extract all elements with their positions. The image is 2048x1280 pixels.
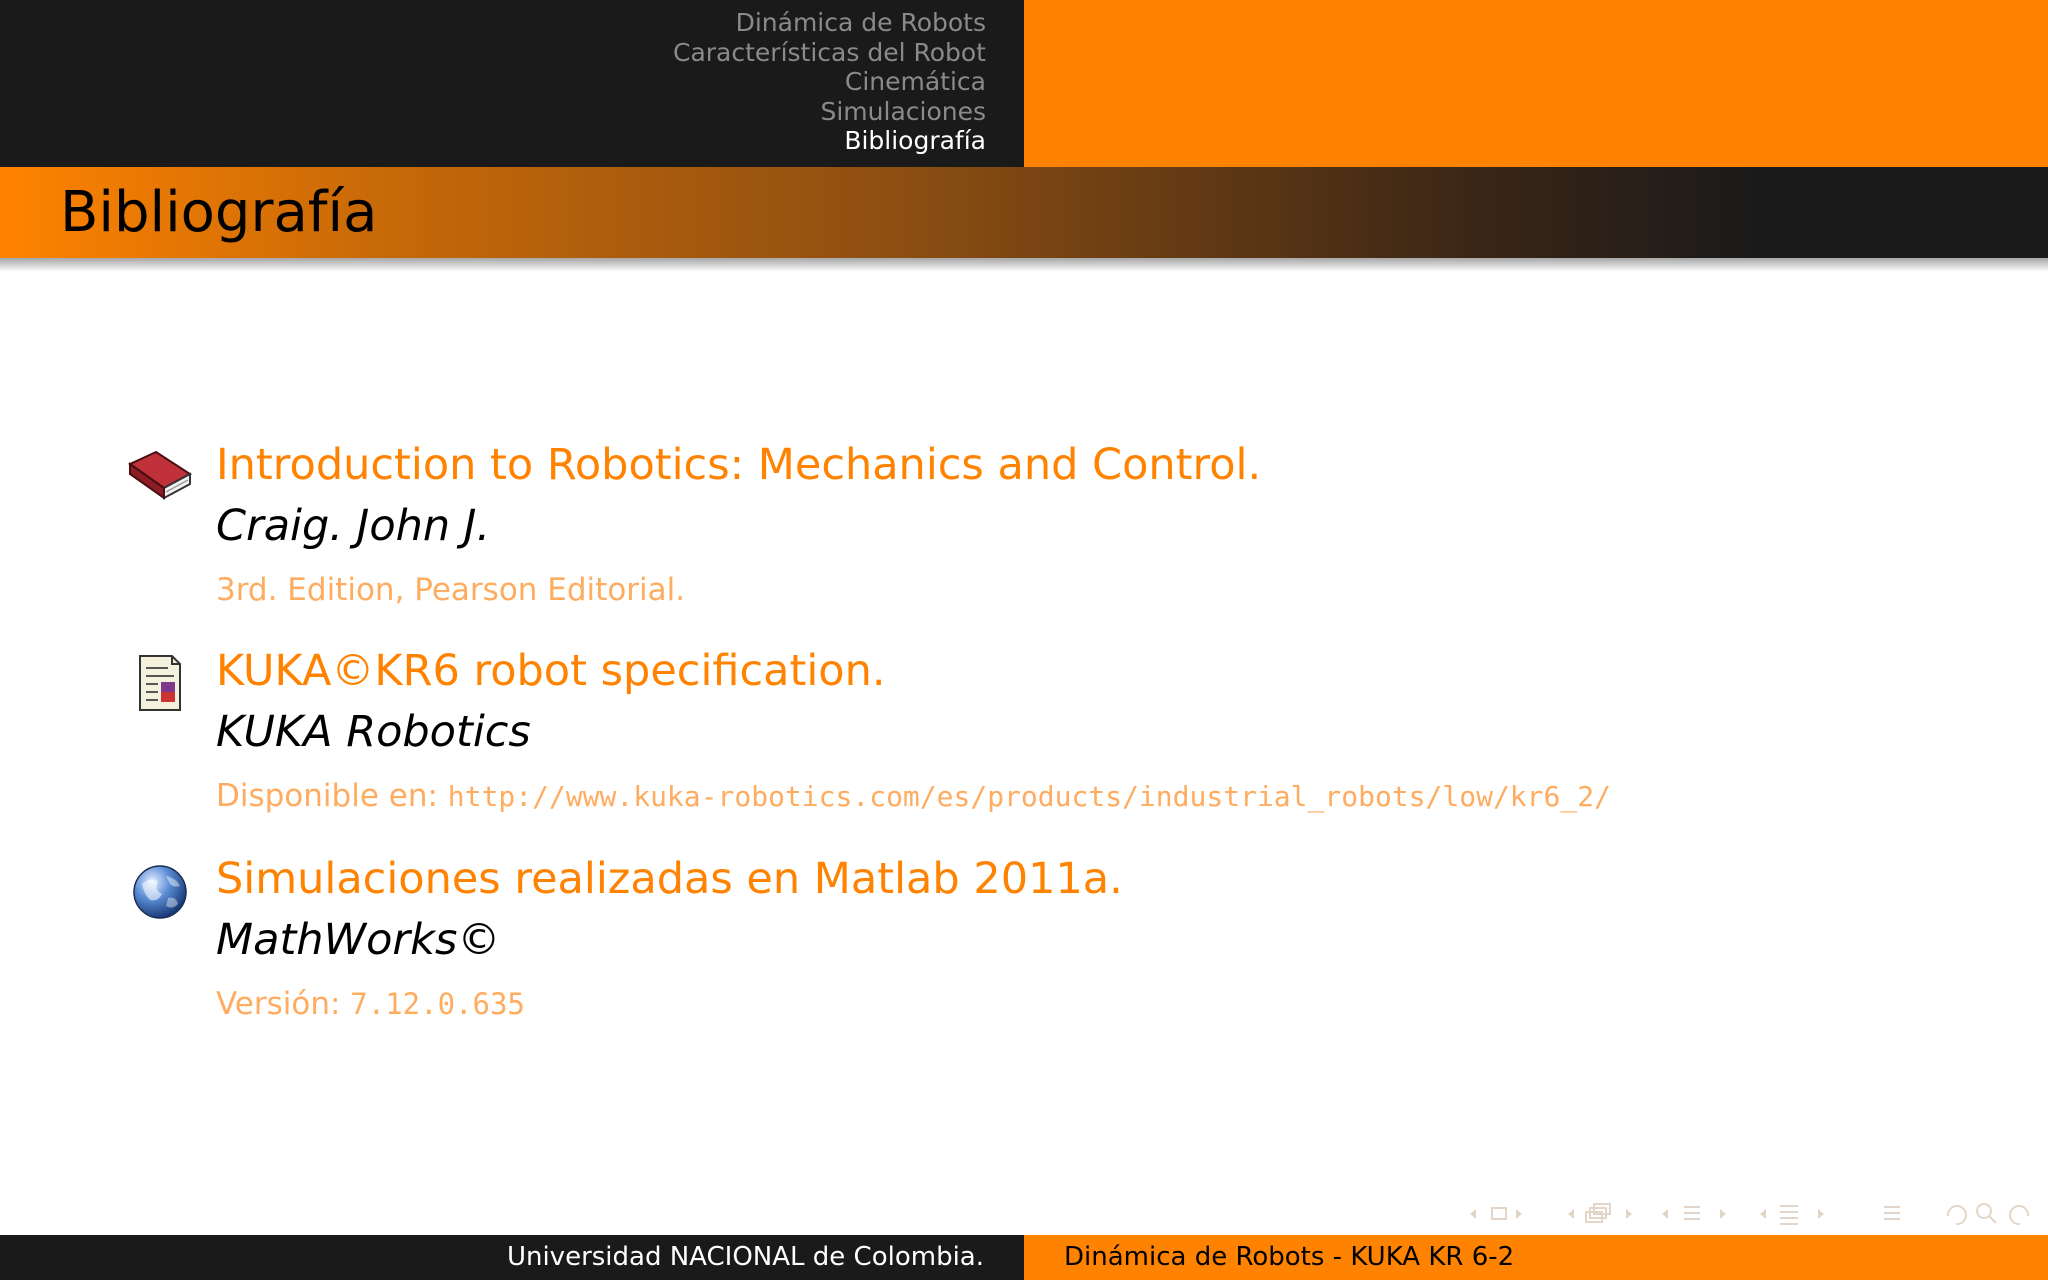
version-number: 7.12.0.635 (350, 987, 525, 1021)
redo-icon[interactable] (2010, 1206, 2028, 1224)
entry-author: KUKA Robotics (216, 707, 531, 757)
section-nav-button[interactable] (1662, 1207, 1726, 1219)
entry-title: KUKA©KR6 robot specification. (216, 646, 886, 696)
entry-note: 3rd. Edition, Pearson Editorial. (216, 572, 686, 608)
appendix-icon[interactable] (1884, 1207, 1900, 1219)
book-icon (128, 448, 192, 508)
nav-item-caracteristicas[interactable]: Características del Robot (673, 37, 986, 67)
headline-right (1024, 0, 2048, 167)
frame-title: Bibliografía (60, 180, 378, 245)
entry-note (216, 778, 1611, 814)
nav-item-cinematica[interactable]: Cinemática (844, 67, 986, 96)
nav-item-dinamica[interactable]: Dinámica de Robots (735, 8, 986, 37)
footer-title: Dinámica de Robots - KUKA KR 6-2 (1064, 1242, 1515, 1272)
nav-item-bibliografia[interactable]: Bibliografía (844, 126, 986, 155)
note-prefix: Disponible en: (216, 778, 448, 814)
frame-title-bar (0, 167, 2048, 258)
entry-note (216, 986, 525, 1022)
navigation-symbols (1460, 1196, 2040, 1232)
note-prefix: Versión: (216, 986, 351, 1022)
resource-url-link[interactable]: http://www.kuka-robotics.com/es/products/industrial_robots/low/kr6_2/ (447, 780, 1611, 813)
footer-institution: Universidad NACIONAL de Colombia. (506, 1242, 984, 1272)
frame-nav-button[interactable] (1470, 1208, 1522, 1219)
footline-left (0, 1235, 1024, 1280)
section-navigation (673, 8, 986, 156)
article-icon (128, 654, 192, 714)
footline-right (1024, 1235, 2048, 1280)
subsection-nav-button[interactable] (1568, 1204, 1632, 1222)
headline-left (0, 0, 1024, 167)
entry-author: MathWorks© (216, 915, 501, 965)
entry-title: Introduction to Robotics: Mechanics and Control. (216, 440, 1262, 490)
undo-icon[interactable] (1948, 1206, 1966, 1224)
document-nav-button[interactable] (1760, 1206, 1824, 1224)
entry-author: Craig. John J. (216, 501, 491, 551)
entry-title: Simulaciones realizadas en Matlab 2011a. (216, 854, 1123, 904)
nav-item-simulaciones[interactable]: Simulaciones (820, 96, 986, 126)
search-icon[interactable] (1977, 1204, 1996, 1223)
globe-icon (128, 862, 192, 922)
title-shadow (0, 258, 2048, 272)
